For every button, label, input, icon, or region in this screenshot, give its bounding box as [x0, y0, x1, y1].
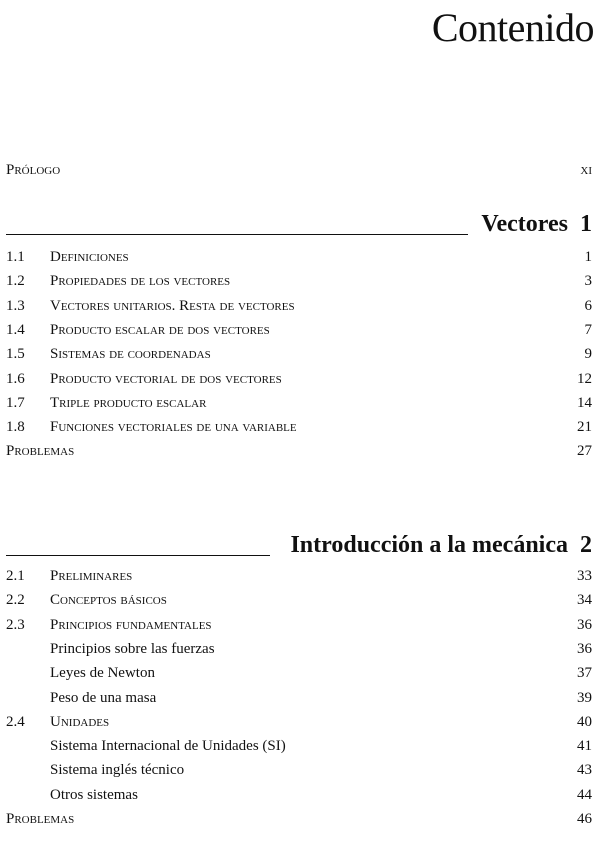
- toc-entry-page: 40: [577, 713, 592, 730]
- toc-entry: [6, 319, 592, 341]
- chapter-title: [290, 529, 592, 561]
- toc-entry-page: 36: [577, 640, 592, 657]
- toc-entry-label: Conceptos básicos: [50, 592, 167, 609]
- toc-entry: [6, 638, 592, 660]
- toc-entry-number: 1.7: [6, 394, 25, 411]
- toc-entry-number: 1.1: [6, 249, 25, 265]
- toc-entry-page: 34: [577, 592, 592, 609]
- page-title: Contenido: [431, 5, 594, 50]
- toc-entry: [6, 440, 592, 462]
- toc-entry-label: Problemas: [6, 811, 75, 827]
- chapter-number: 2: [580, 532, 592, 558]
- toc-entry: [6, 246, 592, 268]
- toc-entry-label: Sistema inglés técnico: [50, 762, 185, 779]
- toc-entry-page: 44: [577, 786, 592, 803]
- toc-entry-label: Sistemas de coordenadas: [50, 346, 211, 363]
- toc-entry-number: 1.8: [6, 419, 25, 436]
- toc-entry: [6, 368, 592, 390]
- chapter-heading-1: [6, 208, 592, 240]
- toc-entry: [6, 759, 592, 781]
- toc-entry-prologue: [6, 159, 592, 181]
- toc-entry-label: Definiciones: [50, 249, 129, 265]
- toc-entry-label: Funciones vectoriales de una variable: [50, 419, 297, 436]
- chapter-number: 1: [580, 211, 592, 237]
- toc-entry-page: 14: [577, 394, 592, 411]
- toc-entry: [6, 270, 592, 292]
- toc-entry: [6, 343, 592, 365]
- toc-entry-page: 39: [577, 689, 592, 706]
- toc-entry: [6, 662, 592, 684]
- chapter-title-text: Vectores: [481, 211, 568, 237]
- toc-entry-page: 3: [584, 273, 592, 290]
- toc-entry-page: 27: [577, 443, 592, 460]
- toc-entry: [6, 589, 592, 611]
- toc-entry: [6, 392, 592, 414]
- toc-entry-number: 1.3: [6, 297, 25, 314]
- toc-entry-page: 1: [584, 249, 592, 265]
- toc-entry-label: Peso de una masa: [50, 689, 157, 706]
- toc-entry-number: 1.4: [6, 321, 25, 338]
- toc-entry: [6, 711, 592, 733]
- toc-entry-page: 12: [577, 370, 592, 387]
- toc-entry-number: 1.5: [6, 346, 25, 363]
- toc-entry-label: Producto escalar de dos vectores: [50, 321, 270, 338]
- toc-entry-label: Sistema Internacional de Unidades (SI): [50, 738, 286, 755]
- chapter-heading-2: [6, 529, 592, 561]
- toc-entry-number: 2.1: [6, 568, 25, 584]
- toc-entry: [6, 416, 592, 438]
- toc-entry: [6, 565, 592, 587]
- toc-entry-label: Principios sobre las fuerzas: [50, 640, 215, 657]
- toc-entry: [6, 687, 592, 709]
- toc-entry-page: 7: [584, 321, 592, 338]
- toc-entry-page: 9: [584, 346, 592, 363]
- toc-entry-label: Vectores unitarios. Resta de vectores: [50, 297, 295, 314]
- toc-entry-label: Problemas: [6, 443, 75, 460]
- toc-entry-label: Propiedades de los vectores: [50, 273, 231, 290]
- toc-entry-number: 2.2: [6, 592, 25, 609]
- toc-entry-label: Preliminares: [50, 568, 133, 584]
- toc-entry-page: 21: [577, 419, 592, 436]
- toc-entry-label: Producto vectorial de dos vectores: [50, 370, 282, 387]
- toc-entry-label: Leyes de Newton: [50, 665, 155, 682]
- toc-entry-page: 33: [577, 568, 592, 584]
- toc-entry-label: Otros sistemas: [50, 786, 138, 803]
- chapter-rule: [6, 234, 468, 235]
- toc-entry: [6, 808, 592, 830]
- toc-entry-page: 41: [577, 738, 592, 755]
- toc-entry: [6, 295, 592, 317]
- toc-entry-number: 2.4: [6, 713, 25, 730]
- toc-entry: [6, 735, 592, 757]
- toc-entry-number: 2.3: [6, 616, 25, 633]
- toc-entry-page: 6: [584, 297, 592, 314]
- toc-entry-page: 43: [577, 762, 592, 779]
- toc-entry-page: xi: [580, 162, 592, 178]
- toc-entry-page: 37: [577, 665, 592, 682]
- toc-entry-label: Triple producto escalar: [50, 394, 207, 411]
- toc-entry-page: 46: [577, 811, 592, 827]
- toc-entry-page: 36: [577, 616, 592, 633]
- toc-entry-label: Prólogo: [6, 162, 61, 178]
- toc-entry-number: 1.6: [6, 370, 25, 387]
- toc-entry: [6, 784, 592, 806]
- toc-entry-label: Unidades: [50, 713, 110, 730]
- chapter-title-text: Introducción a la mecánica: [290, 532, 568, 558]
- chapter-title: [481, 208, 592, 240]
- toc-entry-label: Principios fundamentales: [50, 616, 212, 633]
- chapter-rule: [6, 555, 270, 556]
- toc-entry: [6, 614, 592, 636]
- toc-entry-number: 1.2: [6, 273, 25, 290]
